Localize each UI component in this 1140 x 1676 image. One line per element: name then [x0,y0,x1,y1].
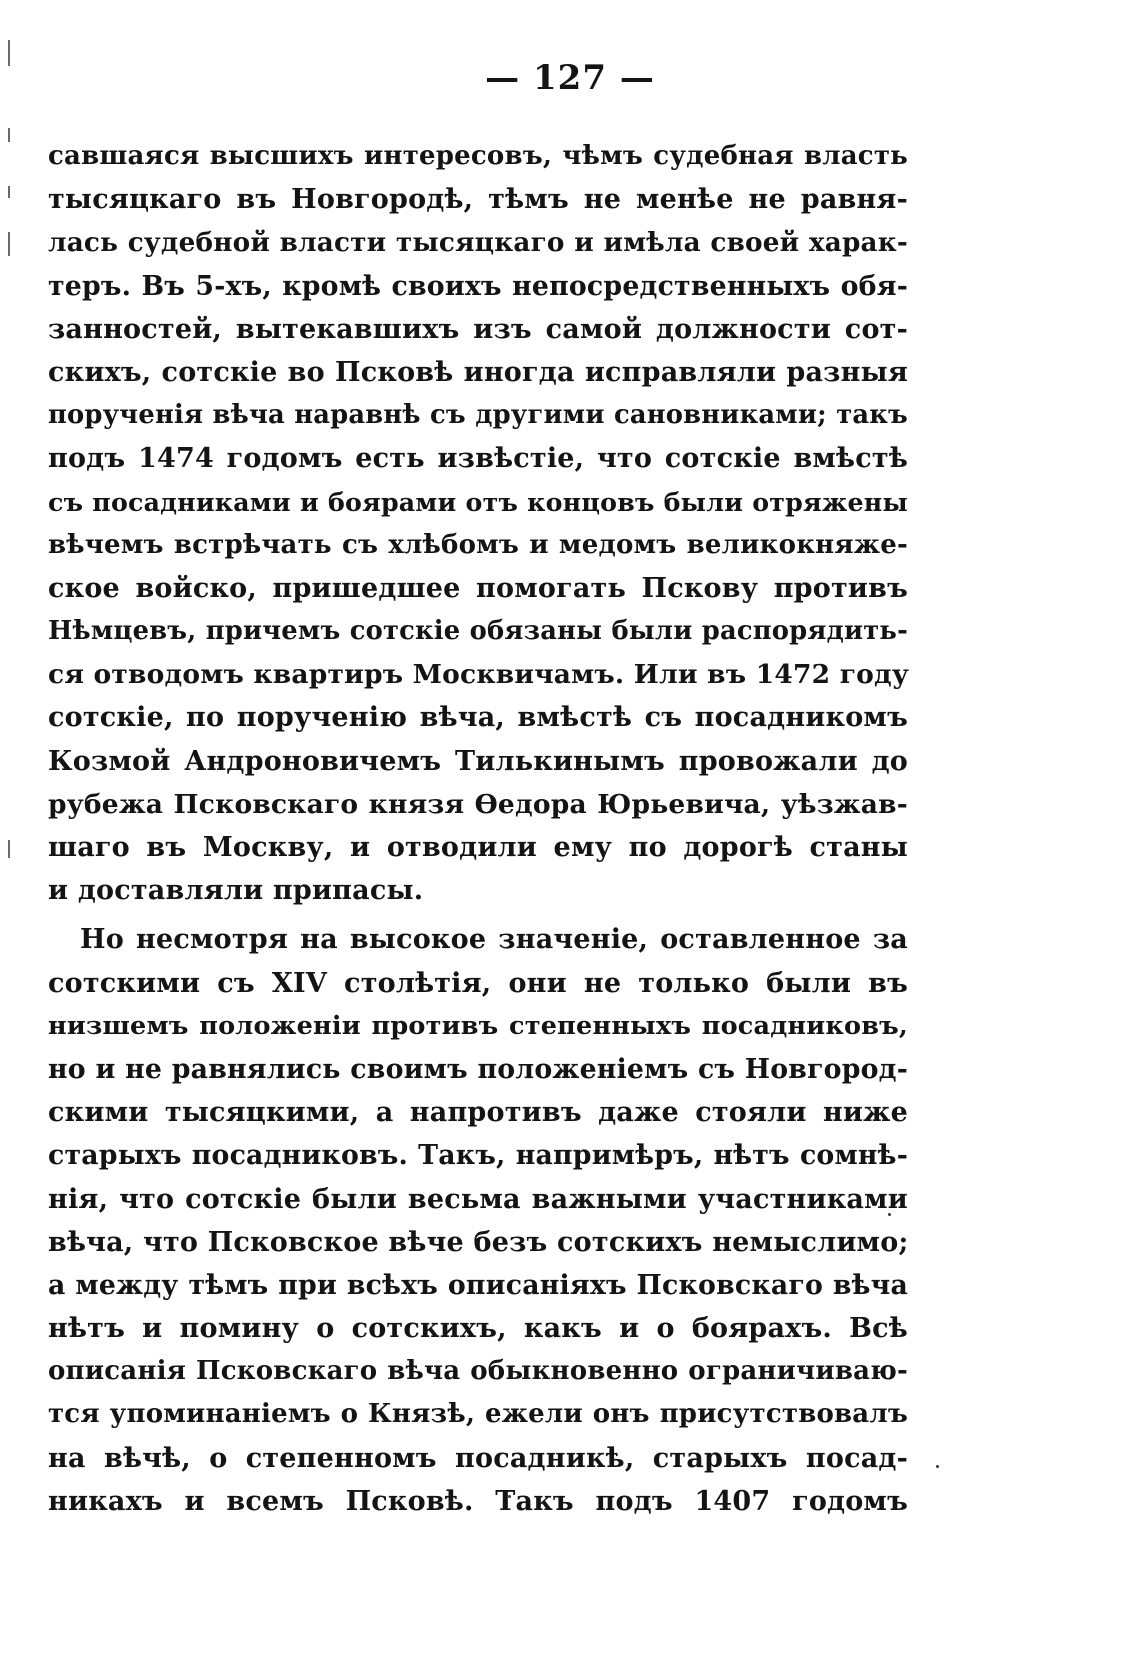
text-line: савшаяся высшихъ интересовъ, чѣмъ судебная власть [48,141,908,171]
text-line: теръ. Въ 5-хъ, кромѣ своихъ непосредственныхъ обя- [48,270,908,302]
text-line: вѣчемъ встрѣчать съ хлѣбомъ и медомъ великокняже- [48,529,908,560]
text-line: описанія Псковскаго вѣча обыкновенно ограничиваю- [48,1356,908,1387]
scan-margin-mark [8,128,10,142]
text-line: рубежа Псковскаго князя Ѳедора Юрьевича, уѣзжав- [48,788,908,820]
text-line: скими тысяцкими, а напротивъ даже стояли ниже [48,1097,908,1129]
text-line: Нѣмцевъ, причемъ сотскіе обязаны были распорядить- [48,616,908,647]
text-line: съ посадниками и боярами отъ концовъ были отряжены [48,486,908,517]
scan-margin-mark [8,232,10,256]
text-line: низшемъ положеніи противъ степенныхъ посадниковъ, [48,1010,908,1041]
text-line: тысяцкаго въ Новгородѣ, тѣмъ не менѣе не равня- [48,184,908,216]
text-line: Но несмотря на высокое значеніе, оставленное за [80,924,908,956]
text-line: сотскіе, по порученію вѣча, вмѣстѣ съ посадникомъ [48,702,908,734]
text-line: нія, что сотскіе были весьма важными участниками [48,1183,908,1215]
text-line: никахъ и всемъ Псковѣ. Такъ подъ 1407 годомъ [48,1485,908,1517]
scan-speck [936,1465,939,1468]
page-number: — 127 — [485,58,655,98]
text-line: нѣтъ и помину о сотскихъ, какъ и о боярахъ. Всѣ [48,1313,908,1345]
text-line: вѣча, что Псковское вѣче безъ сотскихъ немыслимо; [48,1226,909,1258]
text-line: старыхъ посадниковъ. Такъ, напримѣръ, нѣтъ сомнѣ- [48,1140,908,1172]
paragraph-1 [48,135,908,912]
text-line: но и не равнялись своимъ положеніемъ съ Новгород- [48,1053,908,1085]
text-line: лась судебной власти тысяцкаго и имѣла своей харак- [48,227,908,259]
text-line: а между тѣмъ при всѣхъ описаніяхъ Псковскаго вѣча [48,1269,908,1301]
text-line: подъ 1474 годомъ есть извѣстіе, что сотскіе вмѣстѣ [48,443,908,475]
text-line: и доставляли припасы. [48,875,424,907]
text-line: занностей, вытекавшихъ изъ самой должности сот- [48,313,908,345]
text-line: Козмой Андроновичемъ Тилькинымъ провожали до [48,745,908,777]
text-line: порученія вѣча наравнѣ съ другими сановниками; такъ [48,400,908,431]
text-line: шаго въ Москву, и отводили ему по дорогѣ станы [48,832,908,863]
text-line: сотскими съ XIV столѣтія, они не только были въ [48,967,908,999]
paragraph-2 [48,918,908,1523]
scan-margin-mark [8,186,10,198]
text-line: скихъ, сотскіе во Псковѣ иногда исправляли разныя [48,356,908,388]
text-line: на вѣчѣ, о степенномъ посадникѣ, старыхъ посад- [48,1442,908,1474]
text-line: ское войско, пришедшее помогать Пскову противъ [48,572,908,604]
text-line: тся упоминаніемъ о Князѣ, ежели онъ присутствовалъ [48,1399,908,1430]
scan-margin-mark [8,840,10,858]
text-line: ся отводомъ квартиръ Москвичамъ. Или въ 1472 году [48,659,910,691]
body-text [48,135,908,1523]
